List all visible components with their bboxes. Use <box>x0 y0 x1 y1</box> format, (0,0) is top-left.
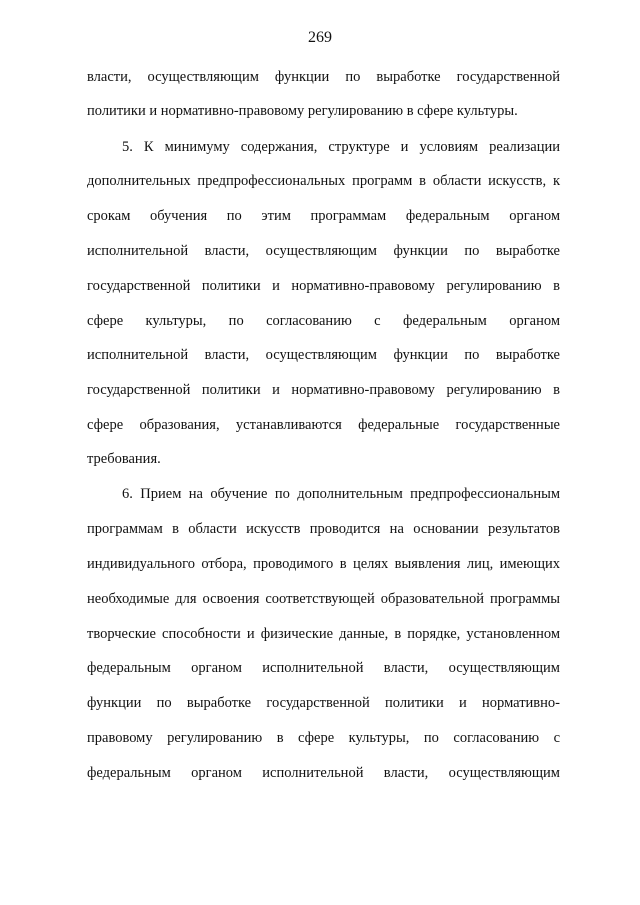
text-line: федеральным органом исполнительной власти, осуществляющим <box>87 660 560 676</box>
text-line: сфере образования, устанавливаются федеральные государственные <box>87 417 560 433</box>
text-line: функции по выработке государственной политики и нормативно- <box>87 695 560 711</box>
text-line: исполнительной власти, осуществляющим функции по выработке <box>87 243 560 259</box>
text-line: государственной политики и нормативно-правовому регулированию в <box>87 382 560 398</box>
text-line: требования. <box>87 451 161 467</box>
text-line: 5. К минимуму содержания, структуре и условиям реализации <box>122 139 560 155</box>
text-line: правовому регулированию в сфере культуры, по согласованию с <box>87 730 560 746</box>
text-line: федеральным органом исполнительной власти, осуществляющим <box>87 765 560 781</box>
text-line: творческие способности и физические данные, в порядке, установленном <box>87 626 560 642</box>
text-line: индивидуального отбора, проводимого в целях выявления лиц, имеющих <box>87 556 560 572</box>
text-line: власти, осуществляющим функции по выработке государственной <box>87 69 560 85</box>
page-number: 269 <box>308 29 332 46</box>
text-line: дополнительных предпрофессиональных программ в области искусств, к <box>87 173 560 189</box>
text-line: исполнительной власти, осуществляющим функции по выработке <box>87 347 560 363</box>
text-line: необходимые для освоения соответствующей образовательной программы <box>87 591 560 607</box>
text-line: государственной политики и нормативно-правовому регулированию в <box>87 278 560 294</box>
text-line: срокам обучения по этим программам федеральным органом <box>87 208 560 224</box>
text-line: 6. Прием на обучение по дополнительным предпрофессиональным <box>122 486 560 502</box>
text-line: программам в области искусств проводится на основании результатов <box>87 521 560 537</box>
text-line: сфере культуры, по согласованию с федеральным органом <box>87 313 560 329</box>
text-line: политики и нормативно-правовому регулированию в сфере культуры. <box>87 103 518 119</box>
